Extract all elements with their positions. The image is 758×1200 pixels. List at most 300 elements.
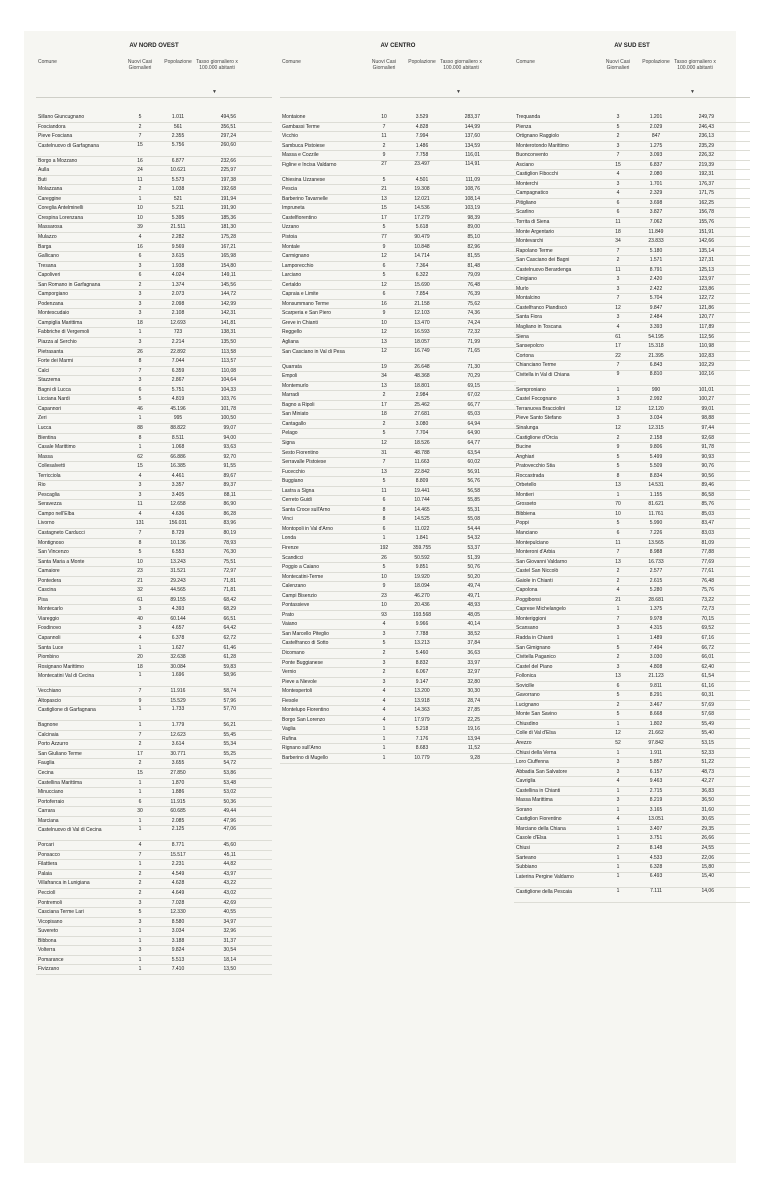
cell-nuovi-casi: 13 <box>615 673 621 680</box>
cell-tasso: 9,28 <box>470 755 480 761</box>
cell-comune: Massa e Cozzile <box>282 152 319 159</box>
cell-nuovi-casi: 2 <box>382 669 386 676</box>
cell-nuovi-casi: 4 <box>382 716 386 723</box>
cell-tasso: 89,00 <box>467 224 480 231</box>
table-row <box>280 429 516 439</box>
cell-popolazione: 50.592 <box>414 554 430 561</box>
cell-comune: Rapolano Terme <box>516 247 553 254</box>
cell-tasso: 108,14 <box>464 195 480 202</box>
cell-nuovi-casi: 13 <box>381 382 387 389</box>
cell-popolazione: 9.147 <box>415 678 429 685</box>
table-row <box>36 262 272 272</box>
cell-comune: Pienza <box>516 123 532 130</box>
table-row <box>514 710 750 720</box>
table-row <box>36 870 272 880</box>
table-row <box>280 659 516 669</box>
column-header-tasso[interactable]: Tasso giornaliero x 100.000 abitanti <box>196 59 238 71</box>
table-row <box>36 123 272 133</box>
cell-nuovi-casi: 1 <box>616 720 620 727</box>
cell-tasso: 54,72 <box>223 760 236 767</box>
table-row <box>36 946 272 956</box>
cell-nuovi-casi: 4 <box>616 190 620 197</box>
cell-tasso: 53,15 <box>701 740 714 746</box>
cell-tasso: 48,73 <box>701 768 714 775</box>
cell-nuovi-casi: 6 <box>382 262 386 269</box>
cell-comune: Vaglia <box>282 726 296 733</box>
table-row <box>36 414 272 424</box>
cell-popolazione: 4.393 <box>171 606 185 613</box>
cell-comune: Rignano sull'Arno <box>282 745 322 752</box>
cell-tasso: 356,51 <box>220 123 236 130</box>
cell-nuovi-casi: 16 <box>137 157 143 164</box>
cell-nuovi-casi: 6 <box>138 386 142 393</box>
cell-tasso: 246,43 <box>698 123 714 130</box>
cell-tasso: 92,68 <box>701 434 714 441</box>
table-row <box>280 142 516 152</box>
table-row <box>36 328 272 338</box>
cell-comune: Vinci <box>282 516 293 523</box>
cell-nuovi-casi: 19 <box>381 363 387 370</box>
table-row <box>280 363 516 373</box>
cell-tasso: 120,77 <box>698 314 714 321</box>
cell-tasso: 191,90 <box>220 205 236 212</box>
cell-popolazione: 7.994 <box>415 133 429 140</box>
cell-nuovi-casi: 3 <box>616 415 620 422</box>
cell-popolazione: 11.916 <box>170 688 186 695</box>
report-sheet <box>24 31 736 1163</box>
cell-popolazione: 7.111 <box>650 887 662 894</box>
cell-nuovi-casi: 1 <box>382 745 386 752</box>
cell-popolazione: 2.615 <box>649 577 663 584</box>
cell-popolazione: 12.658 <box>170 501 186 508</box>
cell-comune: Barberino di Mugello <box>282 755 328 761</box>
cell-tasso: 69,52 <box>701 625 714 632</box>
cell-comune: Torrita di Siena <box>516 219 550 226</box>
cell-popolazione: 5.280 <box>649 587 663 594</box>
cell-tasso: 42,69 <box>223 899 236 906</box>
cell-nuovi-casi: 30 <box>137 808 143 815</box>
table-row <box>514 729 750 739</box>
cell-comune: Firenze <box>282 544 299 551</box>
cell-tasso: 18,14 <box>223 956 236 963</box>
cell-comune: Massa Marittima <box>516 797 553 804</box>
cell-tasso: 51,22 <box>701 759 714 766</box>
cell-popolazione: 4.461 <box>171 472 185 479</box>
cell-nuovi-casi: 27 <box>381 160 387 167</box>
cell-popolazione: 8.291 <box>649 692 663 699</box>
cell-popolazione: 7.704 <box>415 430 429 437</box>
table-row <box>514 414 750 424</box>
table-row <box>36 567 272 577</box>
cell-nuovi-casi: 3 <box>616 625 620 632</box>
table-row <box>280 525 516 535</box>
cell-nuovi-casi: 3 <box>616 180 620 187</box>
cell-popolazione: 13.243 <box>170 558 186 565</box>
column-header-tasso[interactable]: Tasso giornaliero x 100.000 abitanti <box>440 59 482 71</box>
cell-popolazione: 8.810 <box>649 370 663 377</box>
cell-nuovi-casi: 6 <box>616 529 620 536</box>
cell-tasso: 85,76 <box>701 501 714 508</box>
table-header <box>514 55 750 98</box>
cell-tasso: 55,25 <box>223 750 236 757</box>
cell-tasso: 104,33 <box>220 386 236 393</box>
table-row <box>36 697 272 707</box>
cell-comune: Chiusi <box>516 845 530 852</box>
table-row <box>514 199 750 209</box>
cell-popolazione: 10.621 <box>170 167 186 174</box>
cell-comune: Laterina Pergine Valdarno <box>516 873 574 880</box>
cell-popolazione: 995 <box>173 415 183 422</box>
cell-tasso: 55,40 <box>701 730 714 737</box>
table-row <box>514 491 750 501</box>
cell-popolazione: 3.405 <box>171 491 185 498</box>
cell-comune: Roccastrada <box>516 472 545 479</box>
table-row <box>36 252 272 262</box>
cell-comune: Mulazzo <box>38 234 57 241</box>
table-row <box>36 405 272 415</box>
cell-tasso: 91,55 <box>223 463 236 470</box>
table-row <box>36 769 272 779</box>
table-row <box>514 434 750 444</box>
cell-popolazione: 13.051 <box>648 816 664 823</box>
table-row <box>36 605 272 615</box>
column-header-nuovi-casi[interactable]: Nuovi Casi Giornalieri <box>127 59 153 71</box>
cell-comune: Signa <box>282 439 295 446</box>
cell-tasso: 42,27 <box>701 778 714 785</box>
cell-comune: Orbetello <box>516 482 537 489</box>
cell-popolazione: 21.158 <box>414 300 430 307</box>
cell-nuovi-casi: 34 <box>381 373 387 380</box>
table-row <box>36 965 272 975</box>
cell-nuovi-casi: 15 <box>381 205 387 212</box>
cell-popolazione: 1.886 <box>171 789 185 796</box>
cell-comune: Fucecchio <box>282 468 305 475</box>
cell-tasso: 98,88 <box>701 415 714 422</box>
cell-popolazione: 9.851 <box>415 564 429 571</box>
cell-tasso: 30,65 <box>701 816 714 823</box>
cell-comune: Vicchio <box>282 133 299 140</box>
cell-popolazione: 81.621 <box>648 501 664 508</box>
cell-popolazione: 16.749 <box>414 347 430 354</box>
cell-nuovi-casi: 1 <box>616 491 620 498</box>
cell-popolazione: 1.733 <box>171 706 185 713</box>
cell-comune: Capolona <box>516 587 538 594</box>
table-row <box>280 348 516 363</box>
cell-comune: Pescia <box>282 186 298 193</box>
cell-popolazione: 66.886 <box>170 453 186 460</box>
table-row <box>36 889 272 899</box>
cell-comune: Montepulciano <box>516 539 549 546</box>
cell-tasso: 145,56 <box>220 281 236 288</box>
cell-popolazione: 9.978 <box>649 615 663 622</box>
cell-comune: Capannori <box>38 405 62 412</box>
cell-comune: Montelupo Fiorentino <box>282 707 329 714</box>
cell-popolazione: 21.662 <box>648 730 664 737</box>
cell-tasso: 30,30 <box>467 688 480 695</box>
cell-popolazione: 11.022 <box>414 525 430 532</box>
cell-tasso: 141,81 <box>220 319 236 326</box>
cell-tasso: 43,22 <box>223 880 236 887</box>
cell-comune: Minucciano <box>38 789 64 796</box>
table-row <box>36 443 272 453</box>
cell-popolazione: 16.593 <box>414 329 430 336</box>
cell-nuovi-casi: 15 <box>137 463 143 470</box>
cell-comune: Civitella in Val di Chiana <box>516 371 570 378</box>
table-row <box>280 697 516 707</box>
cell-tasso: 55,08 <box>467 516 480 523</box>
cell-comune: Murlo <box>516 285 529 292</box>
table-row <box>36 817 272 827</box>
cell-comune: San Marcello Piteglio <box>282 630 329 637</box>
cell-popolazione: 9.569 <box>171 243 185 250</box>
cell-nuovi-casi: 12 <box>381 253 387 260</box>
table-row <box>280 132 516 142</box>
table-body <box>36 113 272 975</box>
cell-tasso: 76,48 <box>467 281 480 288</box>
cell-nuovi-casi: 9 <box>382 583 386 590</box>
cell-popolazione: 18.526 <box>414 439 430 446</box>
cell-nuovi-casi: 2 <box>138 281 142 288</box>
cell-popolazione: 12.103 <box>414 310 430 317</box>
cell-comune: Piazza al Serchio <box>38 339 77 346</box>
cell-nuovi-casi: 5 <box>616 123 620 130</box>
cell-nuovi-casi: 52 <box>615 740 621 746</box>
cell-nuovi-casi: 1 <box>382 726 386 733</box>
column-header-comune[interactable]: Comune <box>38 59 57 65</box>
cell-comune: Pelago <box>282 430 298 437</box>
cell-nuovi-casi: 6 <box>138 253 142 260</box>
table-row <box>36 841 272 851</box>
table-row <box>280 515 516 525</box>
column-header-popolazione[interactable]: Popolazione <box>164 59 192 65</box>
cell-tasso: 75,62 <box>467 300 480 307</box>
cell-tasso: 76,39 <box>467 291 480 298</box>
cell-tasso: 60,02 <box>467 459 480 466</box>
cell-tasso: 77,69 <box>701 558 714 565</box>
cell-tasso: 74,24 <box>467 319 480 326</box>
cell-comune: Pisa <box>38 596 48 603</box>
table-row <box>514 815 750 825</box>
cell-comune: Ponte Buggianese <box>282 659 323 666</box>
table-row <box>36 424 272 434</box>
table-row <box>36 596 272 606</box>
cell-popolazione: 193.568 <box>412 611 432 618</box>
cell-comune: Crespina Lorenzana <box>38 214 84 221</box>
table-row <box>36 472 272 482</box>
table-row <box>514 596 750 606</box>
cell-nuovi-casi: 21 <box>615 596 621 603</box>
cell-popolazione: 1.870 <box>171 779 185 786</box>
cell-comune: Santa Fiora <box>516 314 542 321</box>
cell-popolazione: 7.044 <box>171 358 185 365</box>
cell-popolazione: 3.034 <box>649 415 663 422</box>
cell-popolazione: 3.751 <box>649 835 663 842</box>
column-header-popolazione[interactable]: Popolazione <box>408 59 436 65</box>
cell-tasso: 89,67 <box>223 472 236 479</box>
table-row <box>280 506 516 516</box>
cell-tasso: 53,02 <box>223 789 236 796</box>
cell-nuovi-casi: 88 <box>137 424 143 431</box>
table-row <box>280 744 516 754</box>
table-row <box>514 615 750 625</box>
cell-popolazione: 3.080 <box>415 420 429 427</box>
cell-nuovi-casi: 3 <box>138 339 142 346</box>
table-row <box>514 873 750 888</box>
cell-nuovi-casi: 18 <box>137 319 143 326</box>
cell-comune: Monterchi <box>516 180 538 187</box>
cell-comune: Borgo San Lorenzo <box>282 716 326 723</box>
cell-comune: Pieve Fosciana <box>38 133 73 140</box>
cell-popolazione: 9.806 <box>649 444 663 451</box>
column-header-nuovi-casi[interactable]: Nuovi Casi Giornalieri <box>605 59 631 71</box>
cell-tasso: 102,29 <box>698 362 714 369</box>
cell-tasso: 191,94 <box>220 195 236 202</box>
table-row <box>514 825 750 835</box>
column-header-popolazione[interactable]: Popolazione <box>642 59 670 65</box>
cell-tasso: 53,37 <box>467 544 480 551</box>
cell-nuovi-casi: 5 <box>382 224 386 231</box>
table-row <box>280 706 516 716</box>
cell-tasso: 58,96 <box>223 672 236 679</box>
cell-tasso: 32,80 <box>467 678 480 685</box>
cell-popolazione: 847 <box>651 133 661 140</box>
cell-tasso: 283,37 <box>464 114 480 120</box>
cell-popolazione: 45.196 <box>170 405 186 412</box>
cell-nuovi-casi: 1 <box>616 806 620 813</box>
table-row <box>36 376 272 386</box>
cell-popolazione: 8.832 <box>415 659 429 666</box>
table-row <box>36 721 272 731</box>
cell-popolazione: 9.966 <box>415 621 429 628</box>
cell-nuovi-casi: 2 <box>616 434 620 441</box>
cell-popolazione: 3.034 <box>171 928 185 935</box>
cell-comune: Calenzano <box>282 583 306 590</box>
cell-popolazione: 15.318 <box>648 343 664 350</box>
cell-comune: Figline e Incisa Valdarno <box>282 161 337 168</box>
table-row <box>280 554 516 564</box>
table-row <box>280 487 516 497</box>
cell-comune: Abbadia San Salvatore <box>516 768 568 775</box>
table-row <box>36 157 272 167</box>
cell-comune: Lamporecchio <box>282 262 314 269</box>
cell-popolazione: 7.854 <box>415 291 429 298</box>
cell-tasso: 31,60 <box>701 806 714 813</box>
cell-nuovi-casi: 1 <box>138 789 142 796</box>
cell-comune: Montescudaio <box>38 310 70 317</box>
table-row <box>36 214 272 224</box>
table-row <box>280 754 516 764</box>
cell-tasso: 68,29 <box>223 606 236 613</box>
cell-nuovi-casi: 1 <box>382 735 386 742</box>
cell-nuovi-casi: 5 <box>616 453 620 460</box>
cell-nuovi-casi: 3 <box>616 768 620 775</box>
cell-comune: Massa <box>38 453 53 460</box>
table-row <box>280 544 516 554</box>
cell-tasso: 121,86 <box>698 304 714 311</box>
cell-nuovi-casi: 2 <box>138 760 142 767</box>
cell-tasso: 62,40 <box>701 663 714 670</box>
table-row <box>36 529 272 539</box>
cell-nuovi-casi: 2 <box>382 392 386 399</box>
sort-descending-icon[interactable]: ▼ <box>212 89 217 95</box>
cell-comune: Vernio <box>282 669 297 676</box>
table-row <box>514 285 750 295</box>
cell-comune: Pontremoli <box>38 899 62 906</box>
table-row <box>514 567 750 577</box>
cell-nuovi-casi: 7 <box>382 123 386 130</box>
table-row <box>36 271 272 281</box>
cell-tasso: 65,03 <box>467 411 480 418</box>
cell-nuovi-casi: 18 <box>615 228 621 235</box>
cell-tasso: 135,14 <box>698 247 714 254</box>
cell-tasso: 61,54 <box>701 673 714 680</box>
table-row <box>514 624 750 634</box>
cell-popolazione: 13.213 <box>414 640 430 647</box>
cell-comune: Cascina <box>38 587 57 594</box>
cell-tasso: 81,09 <box>701 539 714 546</box>
table-row <box>514 371 750 386</box>
table-row <box>36 481 272 491</box>
cell-comune: Ortignano Raggiolo <box>516 133 560 140</box>
cell-tasso: 85,03 <box>701 510 714 517</box>
sort-descending-icon[interactable]: ▼ <box>690 89 695 95</box>
table-row <box>280 290 516 300</box>
cell-comune: Ponsacco <box>38 851 60 858</box>
table-row <box>280 319 516 329</box>
cell-popolazione: 46.270 <box>414 592 430 599</box>
cell-nuovi-casi: 6 <box>616 199 620 206</box>
cell-popolazione: 19.441 <box>414 487 430 494</box>
cell-tasso: 171,75 <box>698 190 714 197</box>
table-row <box>514 806 750 816</box>
cell-tasso: 101,78 <box>220 405 236 412</box>
cell-popolazione: 2.108 <box>171 310 185 317</box>
column-header-comune[interactable]: Comune <box>516 59 535 65</box>
table-row <box>36 860 272 870</box>
cell-popolazione: 12.120 <box>648 405 664 412</box>
column-header-tasso[interactable]: Tasso giornaliero x 100.000 abitanti <box>674 59 716 71</box>
cell-nuovi-casi: 3 <box>616 114 620 120</box>
cell-tasso: 142,99 <box>220 300 236 307</box>
cell-nuovi-casi: 46 <box>137 405 143 412</box>
cell-nuovi-casi: 4 <box>616 171 620 178</box>
cell-tasso: 55,34 <box>223 741 236 748</box>
cell-tasso: 103,76 <box>220 396 236 403</box>
cell-tasso: 71,30 <box>467 363 480 370</box>
cell-comune: Castelnuovo di Val di Cecina <box>38 827 102 834</box>
region-title: AV CENTRO <box>380 43 416 49</box>
cell-nuovi-casi: 4 <box>138 634 142 641</box>
cell-nuovi-casi: 2 <box>616 133 620 140</box>
cell-tasso: 66,01 <box>701 654 714 661</box>
cell-nuovi-casi: 15 <box>137 770 143 776</box>
cell-popolazione: 2.420 <box>649 276 663 283</box>
cell-popolazione: 1.038 <box>171 186 185 193</box>
table-row <box>514 558 750 568</box>
column-header-nuovi-casi[interactable]: Nuovi Casi Giornalieri <box>371 59 397 71</box>
cell-popolazione: 3.093 <box>649 152 663 159</box>
cell-comune: Caprese Michelangelo <box>516 606 566 613</box>
region-column-nord-ovest <box>36 31 272 975</box>
cell-tasso: 73,22 <box>701 596 714 603</box>
cell-comune: Molazzana <box>38 186 63 193</box>
cell-tasso: 86,58 <box>701 491 714 498</box>
cell-nuovi-casi: 1 <box>138 966 142 973</box>
sort-descending-icon[interactable]: ▼ <box>456 89 461 95</box>
cell-nuovi-casi: 11 <box>381 133 387 140</box>
cell-nuovi-casi: 7 <box>138 133 142 140</box>
column-header-comune[interactable]: Comune <box>282 59 301 65</box>
